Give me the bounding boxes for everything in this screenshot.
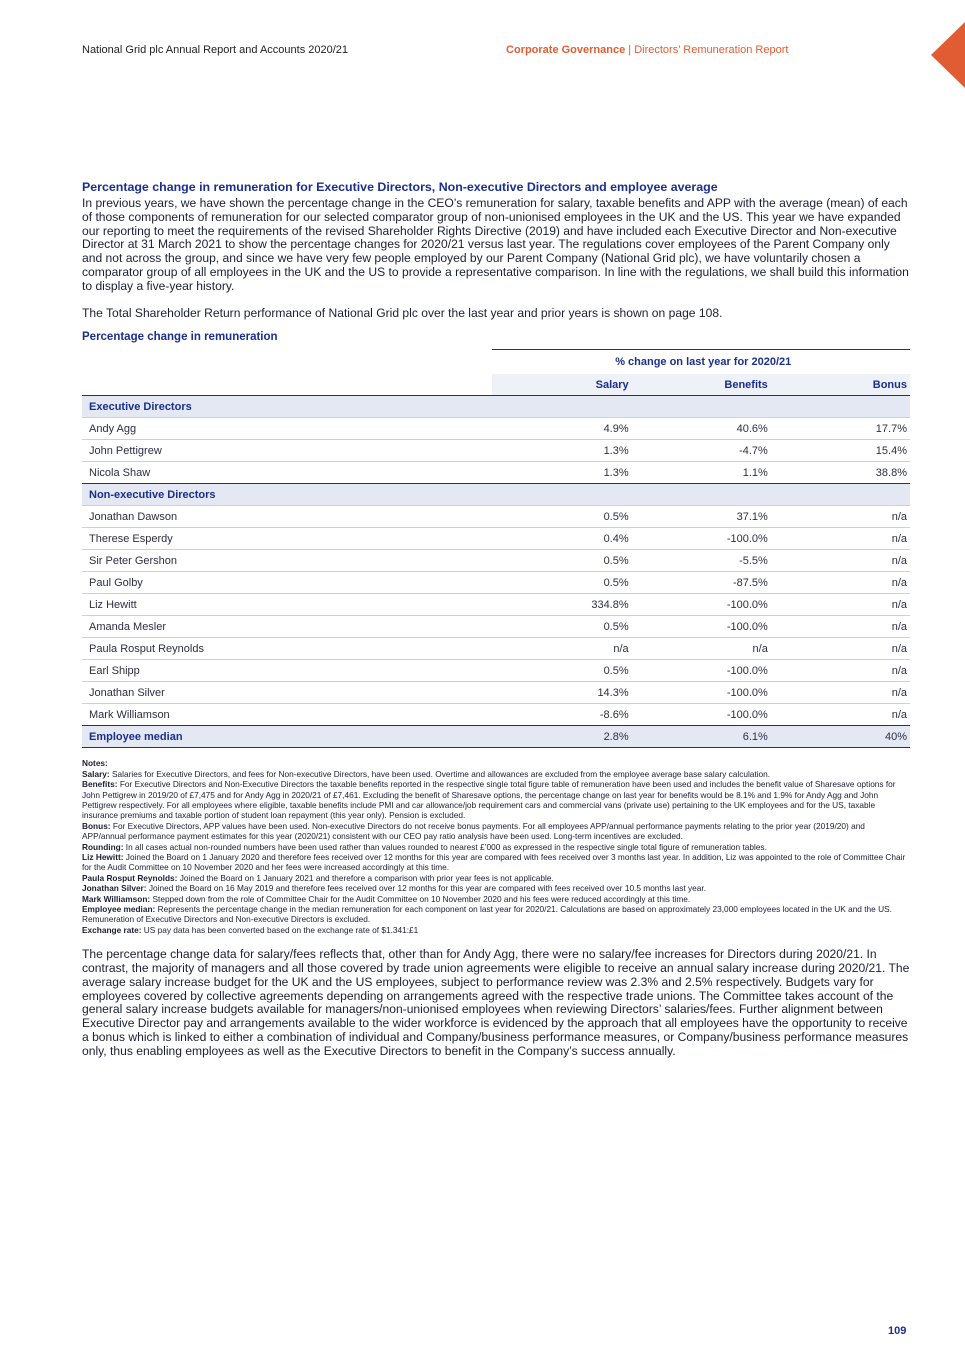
note-label: Salary: bbox=[82, 768, 110, 779]
table-row bbox=[82, 550, 910, 572]
table-row bbox=[82, 638, 910, 660]
cell-benefits: -87.5% bbox=[632, 572, 771, 594]
closing-paragraph: The percentage change data for salary/fees reflects that, other than for Andy Agg, there were no salary/fee increases for Directors during 2020/21. In contrast, the majority of managers and all those covered by trade union agreements were eligible to receive an annual salary increase during 2020/21. The average salary increase budget for the UK and the US employees, subject to performance review was 2.3% and 2.5% respectively. Budgets vary for employees covered by collective agreements depending on arrangements agreed with the respective trade unions. The Committee takes account of the general salary increase budgets available for managers/non-unionised employees when reviewing Directors’ salaries/fees. Further alignment between Executive Director pay and arrangements available to the wider workforce is evidenced by the approach that all employees have the opportunity to receive a bonus which is linked to either a combination of individual and Company/business performance measures, or Company/business performance measures only, thus enabling employees as well as the Executive Directors to benefit in the Company’s success annually. bbox=[82, 947, 910, 1058]
cell-salary: 0.5% bbox=[492, 572, 631, 594]
row-name: Paula Rosput Reynolds bbox=[82, 638, 492, 660]
cell-bonus: n/a bbox=[771, 594, 910, 616]
note-label: Jonathan Silver: bbox=[82, 883, 147, 894]
note-item bbox=[82, 873, 910, 883]
table-row bbox=[82, 440, 910, 462]
cell-bonus: n/a bbox=[771, 616, 910, 638]
group-row-executive bbox=[82, 396, 910, 418]
cell-bonus: n/a bbox=[771, 528, 910, 550]
table-row bbox=[82, 682, 910, 704]
cell-benefits: -100.0% bbox=[632, 594, 771, 616]
cell-benefits: 40.6% bbox=[632, 418, 771, 440]
cell-bonus: n/a bbox=[771, 682, 910, 704]
employee-median-row bbox=[82, 726, 910, 748]
tsr-paragraph: The Total Shareholder Return performance of National Grid plc over the last year and prior years is shown on page 108. bbox=[82, 305, 723, 320]
cell-bonus: n/a bbox=[771, 704, 910, 726]
section-name: Corporate Governance bbox=[506, 44, 626, 56]
table-row bbox=[82, 418, 910, 440]
cell-bonus: 17.7% bbox=[771, 418, 910, 440]
corner-triangle bbox=[931, 22, 965, 88]
note-item bbox=[82, 883, 910, 893]
note-label: Rounding: bbox=[82, 841, 124, 852]
cell-bonus: n/a bbox=[771, 506, 910, 528]
table-row bbox=[82, 616, 910, 638]
table-row bbox=[82, 594, 910, 616]
cell-benefits: -4.7% bbox=[632, 440, 771, 462]
cell-benefits: -100.0% bbox=[632, 616, 771, 638]
group-label: Non-executive Directors bbox=[82, 484, 910, 506]
row-name: Amanda Mesler bbox=[82, 616, 492, 638]
note-item bbox=[82, 779, 910, 821]
note-label: Liz Hewitt: bbox=[82, 852, 124, 863]
note-text: Joined the Board on 1 January 2021 and therefore a comparison with prior year fees is not applicable. bbox=[179, 872, 554, 883]
note-item bbox=[82, 904, 910, 925]
note-item bbox=[82, 925, 910, 935]
cell-benefits: -5.5% bbox=[632, 550, 771, 572]
group-label: Executive Directors bbox=[82, 396, 910, 418]
remuneration-table bbox=[82, 349, 910, 748]
table-row bbox=[82, 704, 910, 726]
cell-bonus: n/a bbox=[771, 660, 910, 682]
table-row bbox=[82, 660, 910, 682]
cell-benefits: 37.1% bbox=[632, 506, 771, 528]
cell-bonus: n/a bbox=[771, 638, 910, 660]
cell-salary: 0.5% bbox=[492, 616, 631, 638]
table-super-header bbox=[82, 350, 910, 375]
note-item bbox=[82, 821, 910, 842]
cell-salary: n/a bbox=[492, 638, 631, 660]
table-notes bbox=[82, 758, 910, 935]
intro-paragraph: In previous years, we have shown the percentage change in the CEO’s remuneration for salary, taxable benefits and APP with the average (mean) of each of those components of remuneration for our selected comparator group of non-unionised employees in the UK and the US. This year we have expanded our reporting to meet the requirements of the revised Shareholder Rights Directive (2019) and have included each Executive Director and Non-executive Director at 31 March 2021 to show the percentage changes for 2020/21 versus last year. The regulations cover employees of the Parent Company only and not across the group, and since we have very few people employed by our Parent Company (National Grid plc), we have voluntarily chosen a comparator group of all employees in the UK and the US to provide a representative comparison. In line with the regulations, we shall build this information to display a five-year history. bbox=[82, 196, 909, 293]
col-header-salary: Salary bbox=[492, 374, 631, 396]
cell-salary: 1.3% bbox=[492, 440, 631, 462]
cell-salary: 1.3% bbox=[492, 462, 631, 484]
header-divider: | bbox=[628, 44, 632, 56]
note-label: Mark Williamson: bbox=[82, 893, 151, 904]
note-text: Represents the percentage change in the median remuneration for each component on last year for 2020/21. Calculations are based on approximately 23,000 employees located in the UK and the US. Remuneration of Executive Directors and Non-executive Directors is excluded. bbox=[82, 904, 892, 925]
row-name: Therese Esperdy bbox=[82, 528, 492, 550]
cell-bonus: n/a bbox=[771, 550, 910, 572]
corner-tab-decoration bbox=[929, 22, 965, 88]
cell-benefits: n/a bbox=[632, 638, 771, 660]
row-name: Nicola Shaw bbox=[82, 462, 492, 484]
row-name: Andy Agg bbox=[82, 418, 492, 440]
section-title: Percentage change in remuneration for Executive Directors, Non-executive Directors and employee average bbox=[82, 180, 718, 194]
cell-salary: 334.8% bbox=[492, 594, 631, 616]
note-item bbox=[82, 769, 910, 779]
note-text: Salaries for Executive Directors, and fees for Non-executive Directors, have been used. Overtime and allowances are excluded from the employee average base salary calculation. bbox=[112, 768, 771, 779]
table-row bbox=[82, 528, 910, 550]
row-name: Jonathan Silver bbox=[82, 682, 492, 704]
cell-bonus: 15.4% bbox=[771, 440, 910, 462]
row-name: Employee median bbox=[82, 726, 492, 748]
cell-salary: 14.3% bbox=[492, 682, 631, 704]
note-text: For Executive Directors and Non-Executive Directors the taxable benefits reported in the respective single total figure table of remuneration have been used and includes the benefit value of Sharesave options for John Pettigrew in 2019/20 of £7,475 and for Andy Agg in 2020/21 of £7,461. Excluding the benefit of Sharesave options, the percentage change on last year for benefits would be 8.1% and 1.9% for Andy Agg and John Pettigrew respectively. For all employees where eligible, taxable benefits include PMI and car allowance/job requirement cars and commercial vans (private use) pertaining to the UK employees and for the US, taxable insurance premiums and taxable portion of student loan repayment (this year only). Pension is excluded. bbox=[82, 779, 896, 821]
cell-salary: 4.9% bbox=[492, 418, 631, 440]
note-text: Joined the Board on 1 January 2020 and therefore fees received over 12 months for this year are compared with fees received over 3 months last year. In addition, Liz was appointed to the role of Committee Chair for the Audit Committee on 10 November 2020 and her fees were increased accordingly at this time. bbox=[82, 852, 906, 873]
cell-bonus: 38.8% bbox=[771, 462, 910, 484]
cell-salary: 0.5% bbox=[492, 660, 631, 682]
note-item bbox=[82, 842, 910, 852]
note-label: Exchange rate: bbox=[82, 924, 142, 935]
table-row bbox=[82, 572, 910, 594]
page-number: 109 bbox=[888, 1325, 907, 1337]
notes-heading: Notes: bbox=[82, 758, 108, 769]
row-name: Paul Golby bbox=[82, 572, 492, 594]
cell-benefits: 6.1% bbox=[632, 726, 771, 748]
note-text: Joined the Board on 16 May 2019 and therefore fees received over 12 months for this year are compared with fees received over 10.5 months last year. bbox=[148, 883, 707, 894]
note-label: Benefits: bbox=[82, 779, 118, 790]
note-label: Employee median: bbox=[82, 904, 156, 915]
row-name: Mark Williamson bbox=[82, 704, 492, 726]
cell-benefits: 1.1% bbox=[632, 462, 771, 484]
row-name: John Pettigrew bbox=[82, 440, 492, 462]
col-header-benefits: Benefits bbox=[632, 374, 771, 396]
cell-bonus: n/a bbox=[771, 572, 910, 594]
cell-benefits: -100.0% bbox=[632, 528, 771, 550]
row-name: Liz Hewitt bbox=[82, 594, 492, 616]
cell-salary: -8.6% bbox=[492, 704, 631, 726]
note-text: In all cases actual non-rounded numbers have been used rather than values rounded to nearest £’000 as expressed in the respective single total figure of remuneration tables. bbox=[125, 841, 767, 852]
table-row bbox=[82, 506, 910, 528]
note-label: Paula Rosput Reynolds: bbox=[82, 872, 178, 883]
note-text: Stepped down from the role of Committee Chair for the Audit Committee on 10 November 2020 and his fees were reduced accordingly at this time. bbox=[152, 893, 691, 904]
row-name: Earl Shipp bbox=[82, 660, 492, 682]
cell-benefits: -100.0% bbox=[632, 682, 771, 704]
note-text: For Executive Directors, APP values have been used. Non-executive Directors do not receive bonus payments. For all employees APP/annual performance payments relating to the prior year (2019/20) and APP/annual performance payment estimates for this year (2020/21) consistent with our CEO pay ratio analysis have been used. Long-term incentives are excluded. bbox=[82, 820, 865, 842]
subsection-name: Directors’ Remuneration Report bbox=[634, 44, 789, 56]
main-content bbox=[82, 180, 910, 1059]
cell-salary: 0.5% bbox=[492, 550, 631, 572]
note-label: Bonus: bbox=[82, 820, 111, 831]
running-header: National Grid plc Annual Report and Accounts 2020/21 bbox=[82, 44, 349, 56]
group-row-non-executive bbox=[82, 484, 910, 506]
col-header-bonus: Bonus bbox=[771, 374, 910, 396]
cell-benefits: -100.0% bbox=[632, 704, 771, 726]
cell-benefits: -100.0% bbox=[632, 660, 771, 682]
cell-bonus: 40% bbox=[771, 726, 910, 748]
super-header-label: % change on last year for 2020/21 bbox=[492, 350, 910, 375]
row-name: Sir Peter Gershon bbox=[82, 550, 492, 572]
row-name: Jonathan Dawson bbox=[82, 506, 492, 528]
cell-salary: 2.8% bbox=[492, 726, 631, 748]
note-text: US pay data has been converted based on the exchange rate of $1.341:£1 bbox=[143, 924, 419, 935]
cell-salary: 0.4% bbox=[492, 528, 631, 550]
table-row bbox=[82, 462, 910, 484]
cell-salary: 0.5% bbox=[492, 506, 631, 528]
note-item bbox=[82, 852, 910, 873]
table-title: Percentage change in remuneration bbox=[82, 331, 278, 344]
section-header bbox=[506, 44, 788, 56]
table-column-header bbox=[82, 374, 910, 396]
note-item bbox=[82, 894, 910, 904]
